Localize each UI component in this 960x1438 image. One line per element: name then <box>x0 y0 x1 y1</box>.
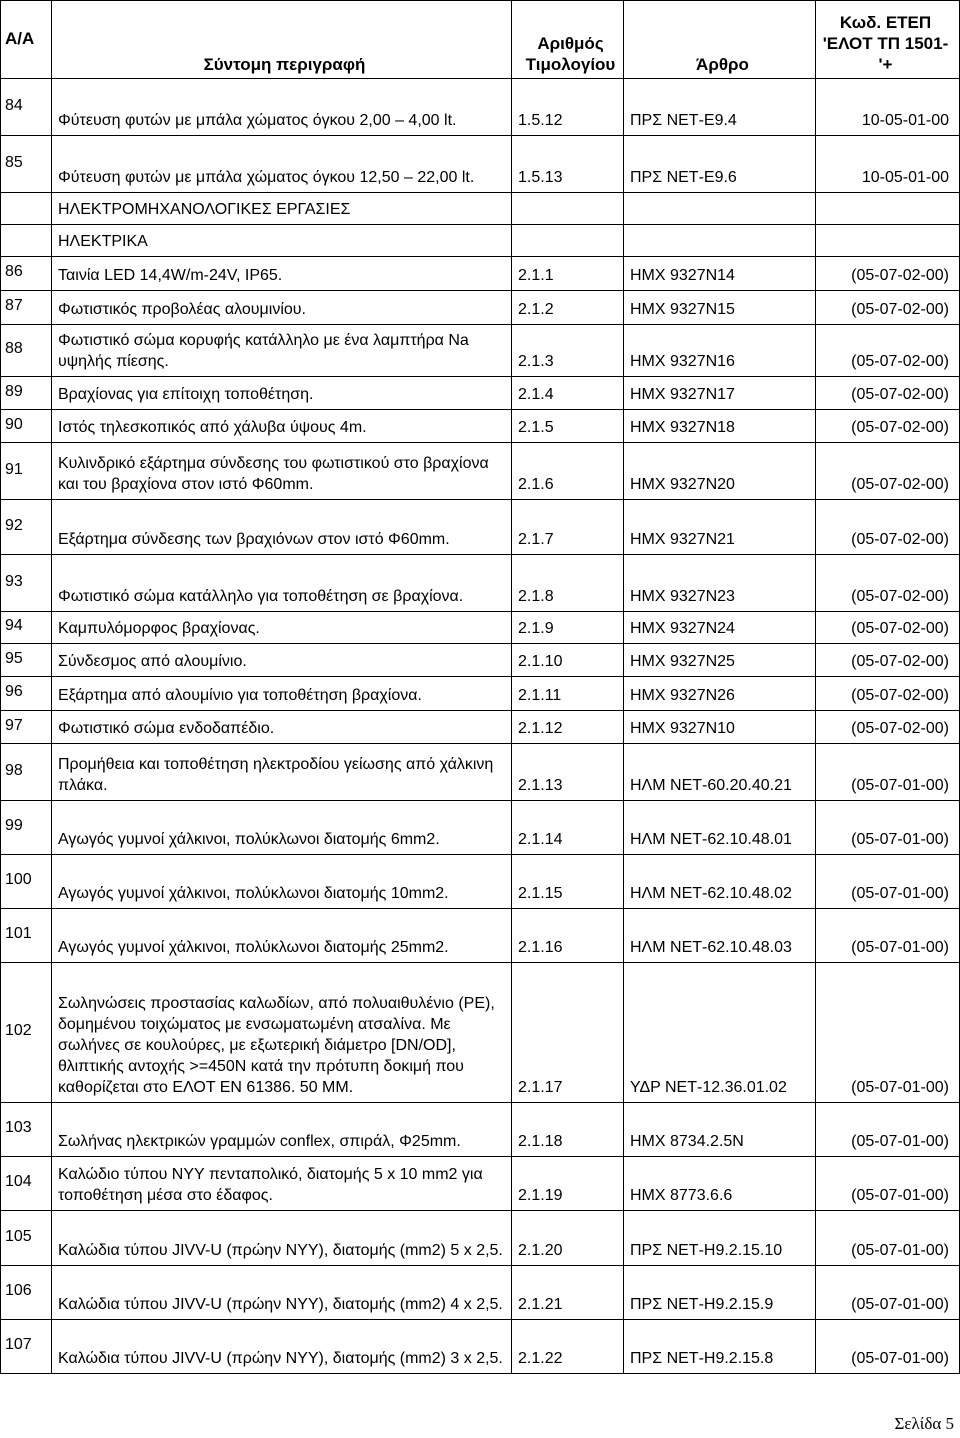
row-description: Καλώδιο τύπου NYY πενταπολικό, διατομής 5 x 10 mm2 για τοποθέτηση μέσα στο έδαφος. <box>52 1157 512 1211</box>
row-price-number: 2.1.2 <box>512 291 624 325</box>
row-article: ΠΡΣ ΝΕΤ-Η9.2.15.10 <box>624 1211 816 1266</box>
row-number: 99 <box>1 801 52 855</box>
table-row <box>1 193 960 225</box>
row-description: Προμήθεια και τοποθέτηση ηλεκτροδίου γείωσης από χάλκινη πλάκα. <box>52 744 512 801</box>
row-article: ΗΜΧ 9327Ν21 <box>624 500 816 555</box>
table-row <box>1 744 960 801</box>
row-article: ΗΜΧ 9327Ν10 <box>624 711 816 744</box>
row-number <box>1 225 52 257</box>
row-article: ΠΡΣ ΝΕΤ-Η9.2.15.8 <box>624 1320 816 1374</box>
row-number: 85 <box>1 136 52 193</box>
table-row <box>1 644 960 677</box>
row-description: Σωληνώσεις προστασίας καλωδίων, από πολυαιθυλένιο (PE), δομημένου τοιχώματος με ενσωματωμένη ατσαλίνα. Με σωλήνες σε κουλούρες, με εξωτερική διάμετρο [DN/OD], θλιπτικής αντοχής >=450N κατά την πρότυπη δοκιμή που καθορίζεται στο ΕΛΟΤ ΕΝ 61386. 50 MM. <box>52 963 512 1103</box>
row-etep-code: (05-07-01-00) <box>816 1211 960 1266</box>
row-etep-code: (05-07-02-00) <box>816 257 960 291</box>
header-description: Σύντομη περιγραφή <box>52 1 512 79</box>
row-number: 107 <box>1 1320 52 1374</box>
row-description: Φωτιστικός προβολέας αλουμινίου. <box>52 291 512 325</box>
row-number: 100 <box>1 855 52 909</box>
row-article: ΥΔΡ ΝΕΤ-12.36.01.02 <box>624 963 816 1103</box>
row-etep-code <box>816 225 960 257</box>
row-price-number: 2.1.14 <box>512 801 624 855</box>
row-description: Καλώδια τύπου JIVV-U (πρώην NYY), διατομής (mm2) 3 x 2,5. <box>52 1320 512 1374</box>
row-price-number: 2.1.4 <box>512 377 624 410</box>
row-description: Εξάρτημα σύνδεσης των βραχιόνων στον ιστό Φ60mm. <box>52 500 512 555</box>
row-etep-code: (05-07-02-00) <box>816 644 960 677</box>
row-description: Βραχίονας για επίτοιχη τοποθέτηση. <box>52 377 512 410</box>
row-description: Φύτευση φυτών με μπάλα χώματος όγκου 12,50 – 22,00 lt. <box>52 136 512 193</box>
row-etep-code: (05-07-01-00) <box>816 909 960 963</box>
table-row <box>1 291 960 325</box>
row-price-number: 2.1.21 <box>512 1266 624 1320</box>
table-row <box>1 1211 960 1266</box>
row-etep-code: (05-07-02-00) <box>816 443 960 500</box>
row-description: Κυλινδρικό εξάρτημα σύνδεσης του φωτιστικού στο βραχίονα και του βραχίονα στον ιστό Φ60mm. <box>52 443 512 500</box>
row-price-number: 1.5.13 <box>512 136 624 193</box>
row-price-number: 2.1.19 <box>512 1157 624 1211</box>
row-number: 95 <box>1 644 52 677</box>
row-description: Καλώδια τύπου JIVV-U (πρώην NYY), διατομής (mm2) 5 x 2,5. <box>52 1211 512 1266</box>
row-price-number: 2.1.13 <box>512 744 624 801</box>
row-price-number: 2.1.18 <box>512 1103 624 1157</box>
row-etep-code: (05-07-02-00) <box>816 410 960 443</box>
row-description: ΗΛΕΚΤΡΟΜΗΧΑΝΟΛΟΓΙΚΕΣ ΕΡΓΑΣΙΕΣ <box>52 193 512 225</box>
row-price-number: 2.1.12 <box>512 711 624 744</box>
row-description: Ιστός τηλεσκοπικός από χάλυβα ύψους 4m. <box>52 410 512 443</box>
row-etep-code: (05-07-01-00) <box>816 1266 960 1320</box>
row-description: Καμπυλόμορφος βραχίονας. <box>52 612 512 644</box>
row-number: 92 <box>1 500 52 555</box>
row-article: ΗΜΧ 8773.6.6 <box>624 1157 816 1211</box>
row-description: Εξάρτημα από αλουμίνιο για τοποθέτηση βραχίονα. <box>52 677 512 711</box>
row-etep-code: (05-07-01-00) <box>816 744 960 801</box>
row-etep-code: (05-07-01-00) <box>816 801 960 855</box>
row-price-number: 2.1.15 <box>512 855 624 909</box>
row-price-number: 2.1.6 <box>512 443 624 500</box>
row-etep-code <box>816 193 960 225</box>
row-description: Σωλήνας ηλεκτρικών γραμμών conflex, σπιράλ, Φ25mm. <box>52 1103 512 1157</box>
table-row <box>1 801 960 855</box>
table-row <box>1 677 960 711</box>
header-price-number: Αριθμός Τιμολογίου <box>512 1 624 79</box>
row-article: ΠΡΣ ΝΕΤ-Η9.2.15.9 <box>624 1266 816 1320</box>
row-price-number: 2.1.11 <box>512 677 624 711</box>
row-etep-code: 10-05-01-00 <box>816 79 960 136</box>
row-number: 88 <box>1 325 52 377</box>
row-article: ΗΜΧ 9327Ν15 <box>624 291 816 325</box>
row-article: ΗΛΜ ΝΕΤ-62.10.48.01 <box>624 801 816 855</box>
row-etep-code: (05-07-02-00) <box>816 500 960 555</box>
row-article: ΗΜΧ 9327Ν14 <box>624 257 816 291</box>
row-etep-code: (05-07-01-00) <box>816 855 960 909</box>
row-article <box>624 225 816 257</box>
row-article <box>624 193 816 225</box>
table-row <box>1 377 960 410</box>
row-price-number: 2.1.20 <box>512 1211 624 1266</box>
table-row <box>1 79 960 136</box>
row-description: Φωτιστικό σώμα κορυφής κατάλληλο με ένα λαμπτήρα Na υψηλής πίεσης. <box>52 325 512 377</box>
row-number: 86 <box>1 257 52 291</box>
row-number: 84 <box>1 79 52 136</box>
row-price-number: 2.1.16 <box>512 909 624 963</box>
table-row <box>1 500 960 555</box>
row-etep-code: 10-05-01-00 <box>816 136 960 193</box>
table-row <box>1 909 960 963</box>
row-description: Φωτιστικό σώμα ενδοδαπέδιο. <box>52 711 512 744</box>
row-etep-code: (05-07-02-00) <box>816 612 960 644</box>
row-description: Ταινία LED 14,4W/m-24V, IP65. <box>52 257 512 291</box>
row-etep-code: (05-07-02-00) <box>816 677 960 711</box>
row-article: ΠΡΣ ΝΕΤ-Ε9.6 <box>624 136 816 193</box>
row-article: ΗΛΜ ΝΕΤ-60.20.40.21 <box>624 744 816 801</box>
header-article: Άρθρο <box>624 1 816 79</box>
row-price-number: 2.1.1 <box>512 257 624 291</box>
row-price-number: 2.1.7 <box>512 500 624 555</box>
row-etep-code: (05-07-02-00) <box>816 291 960 325</box>
row-article: ΗΜΧ 9327Ν18 <box>624 410 816 443</box>
row-description: Φύτευση φυτών με μπάλα χώματος όγκου 2,00 – 4,00 lt. <box>52 79 512 136</box>
row-number: 103 <box>1 1103 52 1157</box>
table-row <box>1 1157 960 1211</box>
row-description: Αγωγός γυμνοί χάλκινοι, πολύκλωνοι διατομής 10mm2. <box>52 855 512 909</box>
row-price-number: 2.1.3 <box>512 325 624 377</box>
row-etep-code: (05-07-02-00) <box>816 377 960 410</box>
table-row <box>1 257 960 291</box>
row-etep-code: (05-07-01-00) <box>816 963 960 1103</box>
row-description: Καλώδια τύπου JIVV-U (πρώην NYY), διατομής (mm2) 4 x 2,5. <box>52 1266 512 1320</box>
row-description: Αγωγός γυμνοί χάλκινοι, πολύκλωνοι διατομής 25mm2. <box>52 909 512 963</box>
row-number <box>1 193 52 225</box>
table-row <box>1 136 960 193</box>
row-article: ΠΡΣ ΝΕΤ-Ε9.4 <box>624 79 816 136</box>
row-number: 94 <box>1 612 52 644</box>
row-article: ΗΛΜ ΝΕΤ-62.10.48.02 <box>624 855 816 909</box>
row-number: 105 <box>1 1211 52 1266</box>
row-number: 97 <box>1 711 52 744</box>
row-description: ΗΛΕΚΤΡΙΚΑ <box>52 225 512 257</box>
row-article: ΗΜΧ 8734.2.5Ν <box>624 1103 816 1157</box>
row-price-number: 2.1.9 <box>512 612 624 644</box>
row-article: ΗΜΧ 9327Ν24 <box>624 612 816 644</box>
table-row <box>1 1103 960 1157</box>
row-article: ΗΜΧ 9327Ν26 <box>624 677 816 711</box>
row-number: 106 <box>1 1266 52 1320</box>
table-row <box>1 1266 960 1320</box>
table-row <box>1 711 960 744</box>
row-number: 102 <box>1 963 52 1103</box>
row-description: Σύνδεσμος από αλουμίνιο. <box>52 644 512 677</box>
table-body <box>1 79 960 1374</box>
row-price-number: 2.1.5 <box>512 410 624 443</box>
row-price-number <box>512 225 624 257</box>
row-price-number: 2.1.22 <box>512 1320 624 1374</box>
row-etep-code: (05-07-02-00) <box>816 555 960 612</box>
row-article: ΗΛΜ ΝΕΤ-62.10.48.03 <box>624 909 816 963</box>
row-description: Αγωγός γυμνοί χάλκινοι, πολύκλωνοι διατομής 6mm2. <box>52 801 512 855</box>
row-number: 104 <box>1 1157 52 1211</box>
row-article: ΗΜΧ 9327Ν17 <box>624 377 816 410</box>
row-number: 96 <box>1 677 52 711</box>
header-aa: Α/Α <box>1 1 52 79</box>
row-number: 93 <box>1 555 52 612</box>
row-price-number: 1.5.12 <box>512 79 624 136</box>
row-price-number: 2.1.10 <box>512 644 624 677</box>
row-number: 90 <box>1 410 52 443</box>
row-price-number: 2.1.17 <box>512 963 624 1103</box>
table-row <box>1 555 960 612</box>
header-etep-code: Κωδ. ΕΤΕΠ 'ΕΛΟΤ ΤΠ 1501-'+ <box>816 1 960 79</box>
row-description: Φωτιστικό σώμα κατάλληλο για τοποθέτηση σε βραχίονα. <box>52 555 512 612</box>
row-etep-code: (05-07-02-00) <box>816 325 960 377</box>
table-row <box>1 443 960 500</box>
table-row <box>1 225 960 257</box>
row-etep-code: (05-07-02-00) <box>816 711 960 744</box>
row-price-number: 2.1.8 <box>512 555 624 612</box>
table-row <box>1 410 960 443</box>
page-number: Σελίδα 5 <box>894 1414 954 1433</box>
row-number: 89 <box>1 377 52 410</box>
row-number: 87 <box>1 291 52 325</box>
row-number: 98 <box>1 744 52 801</box>
row-number: 91 <box>1 443 52 500</box>
table-row <box>1 963 960 1103</box>
row-number: 101 <box>1 909 52 963</box>
row-article: ΗΜΧ 9327Ν25 <box>624 644 816 677</box>
row-etep-code: (05-07-01-00) <box>816 1320 960 1374</box>
row-article: ΗΜΧ 9327Ν16 <box>624 325 816 377</box>
row-etep-code: (05-07-01-00) <box>816 1103 960 1157</box>
table-row <box>1 1320 960 1374</box>
table-row <box>1 325 960 377</box>
table-row <box>1 855 960 909</box>
table-row <box>1 612 960 644</box>
row-article: ΗΜΧ 9327Ν23 <box>624 555 816 612</box>
row-article: ΗΜΧ 9327Ν20 <box>624 443 816 500</box>
row-etep-code: (05-07-01-00) <box>816 1157 960 1211</box>
table-header-row <box>1 1 960 79</box>
row-price-number <box>512 193 624 225</box>
